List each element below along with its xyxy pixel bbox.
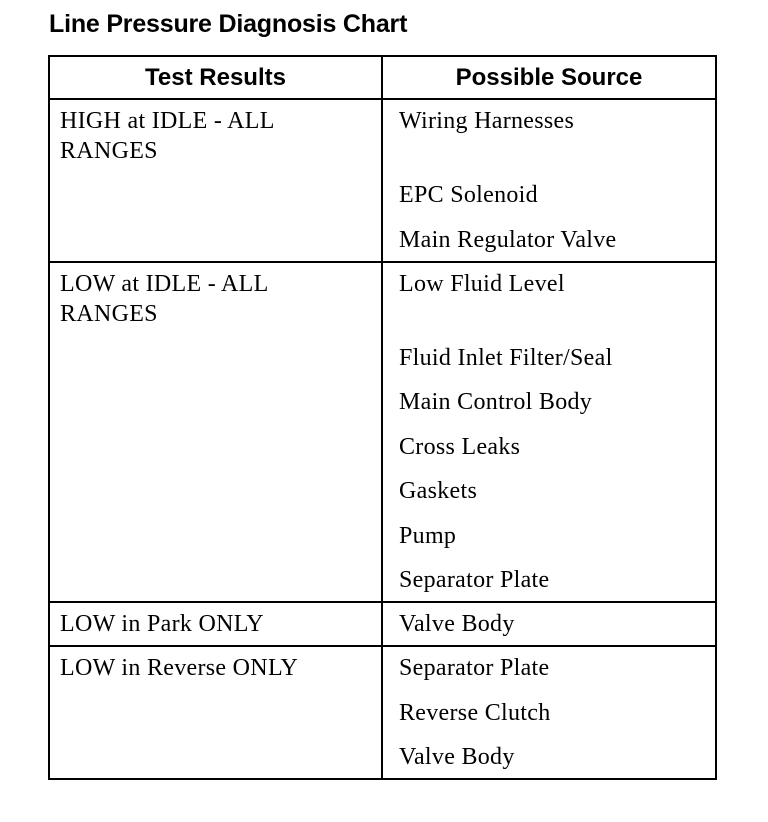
source-item: Pump [399,522,457,549]
source-item: EPC Solenoid [399,182,538,208]
source-item: Separator Plate [399,655,550,681]
source-item: Main Control Body [399,389,593,415]
table-row [49,262,716,603]
source-item: Cross Leaks [399,433,521,460]
source-item: Wiring Harnesses [399,108,575,134]
possible-source-cell [382,646,716,779]
source-item: Gaskets [399,478,478,504]
source-item: Reverse Clutch [399,699,551,726]
source-item: Valve Body [399,744,515,770]
possible-source-cell [382,262,716,603]
table-row [49,99,716,262]
page-title: Line Pressure Diagnosis Chart [49,10,408,38]
test-result-cell: LOW at IDLE - ALL RANGES [49,262,382,603]
possible-source-cell [382,602,716,646]
table-row [49,646,716,779]
test-result-cell: LOW in Park ONLY [49,602,382,646]
source-item: Low Fluid Level [399,270,565,297]
possible-source-cell [382,99,716,262]
table-row [49,602,716,646]
test-result-cell: LOW in Reverse ONLY [49,646,382,779]
source-item: Valve Body [399,611,515,637]
header-possible-source: Possible Source [382,56,716,99]
header-test-results: Test Results [49,56,382,99]
table-header-row [49,56,716,99]
source-item: Main Regulator Valve [399,226,617,253]
test-result-cell: HIGH at IDLE - ALL RANGES [49,99,382,262]
source-item: Separator Plate [399,567,550,593]
diagnosis-table [48,55,717,780]
source-item: Fluid Inlet Filter/Seal [399,344,613,371]
